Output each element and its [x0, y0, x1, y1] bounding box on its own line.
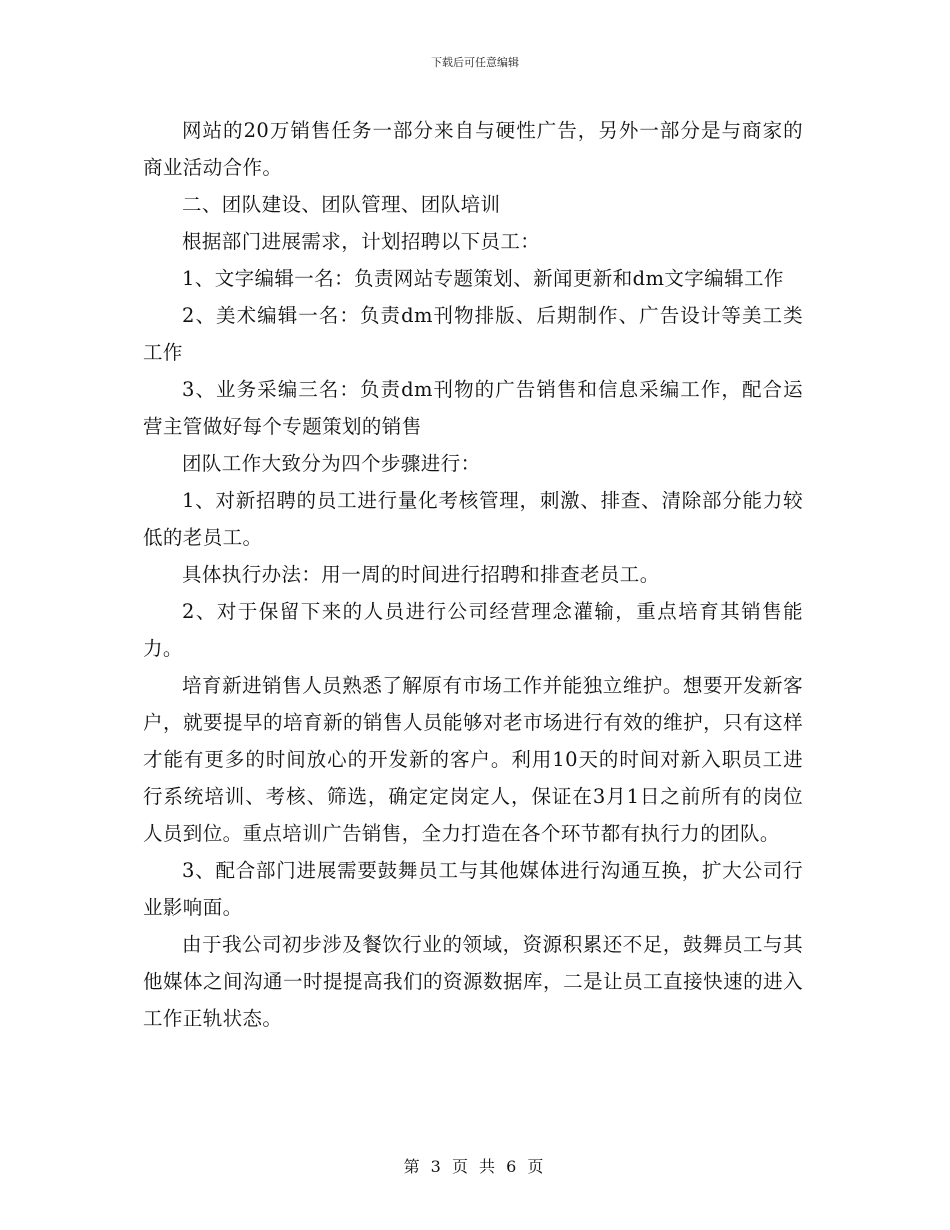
paragraph: 网站的20万销售任务一部分来自与硬性广告，另外一部分是与商家的商业活动合作。 [143, 119, 803, 179]
list-item: 3、业务采编三名：负责dm刊物的广告销售和信息采编工作，配合运营主管做好每个专题策划的销售 [143, 378, 803, 438]
paragraph: 团队工作大致分为四个步骤进行： [182, 452, 481, 475]
paragraph: 培育新进销售人员熟悉了解原有市场工作并能独立维护。想要开发新客户，就要提早的培育新的销售人员能够对老市场进行有效的维护，只有这样才能有更多的时间放心的开发新的客户。利用10天的时间对新入职员工进行系统培训、考核、筛选，确定定岗定人，保证在3月1日之前所有的岗位人员到位。重点培训广告销售，全力打造在各个环节都有执行力的团队。 [143, 674, 803, 845]
page-header: 下载后可任意编辑 [431, 56, 519, 69]
list-item: 3、配合部门进展需要鼓舞员工与其他媒体进行沟通互换，扩大公司行业影响面。 [143, 859, 803, 919]
paragraph: 由于我公司初步涉及餐饮行业的领域，资源积累还不足，鼓舞员工与其他媒体之间沟通一时提提高我们的资源数据库，二是让员工直接快速的进入工作正轨状态。 [143, 933, 803, 1030]
list-item: 1、文字编辑一名：负责网站专题策划、新闻更新和dm文字编辑工作 [182, 267, 784, 290]
list-item: 2、美术编辑一名：负责dm刊物排版、后期制作、广告设计等美工类工作 [143, 304, 803, 364]
document-body [143, 112, 803, 1037]
paragraph: 根据部门进展需求，计划招聘以下员工： [182, 230, 541, 253]
list-item: 1、对新招聘的员工进行量化考核管理，刺激、排查、清除部分能力较低的老员工。 [143, 489, 803, 549]
section-heading: 二、团队建设、团队管理、团队培训 [182, 193, 501, 216]
list-item: 2、对于保留下来的人员进行公司经营理念灌输，重点培育其销售能力。 [143, 600, 803, 660]
page-number-footer: 第 3 页 共 6 页 [403, 1157, 547, 1176]
paragraph: 具体执行办法：用一周的时间进行招聘和排查老员工。 [182, 563, 660, 586]
